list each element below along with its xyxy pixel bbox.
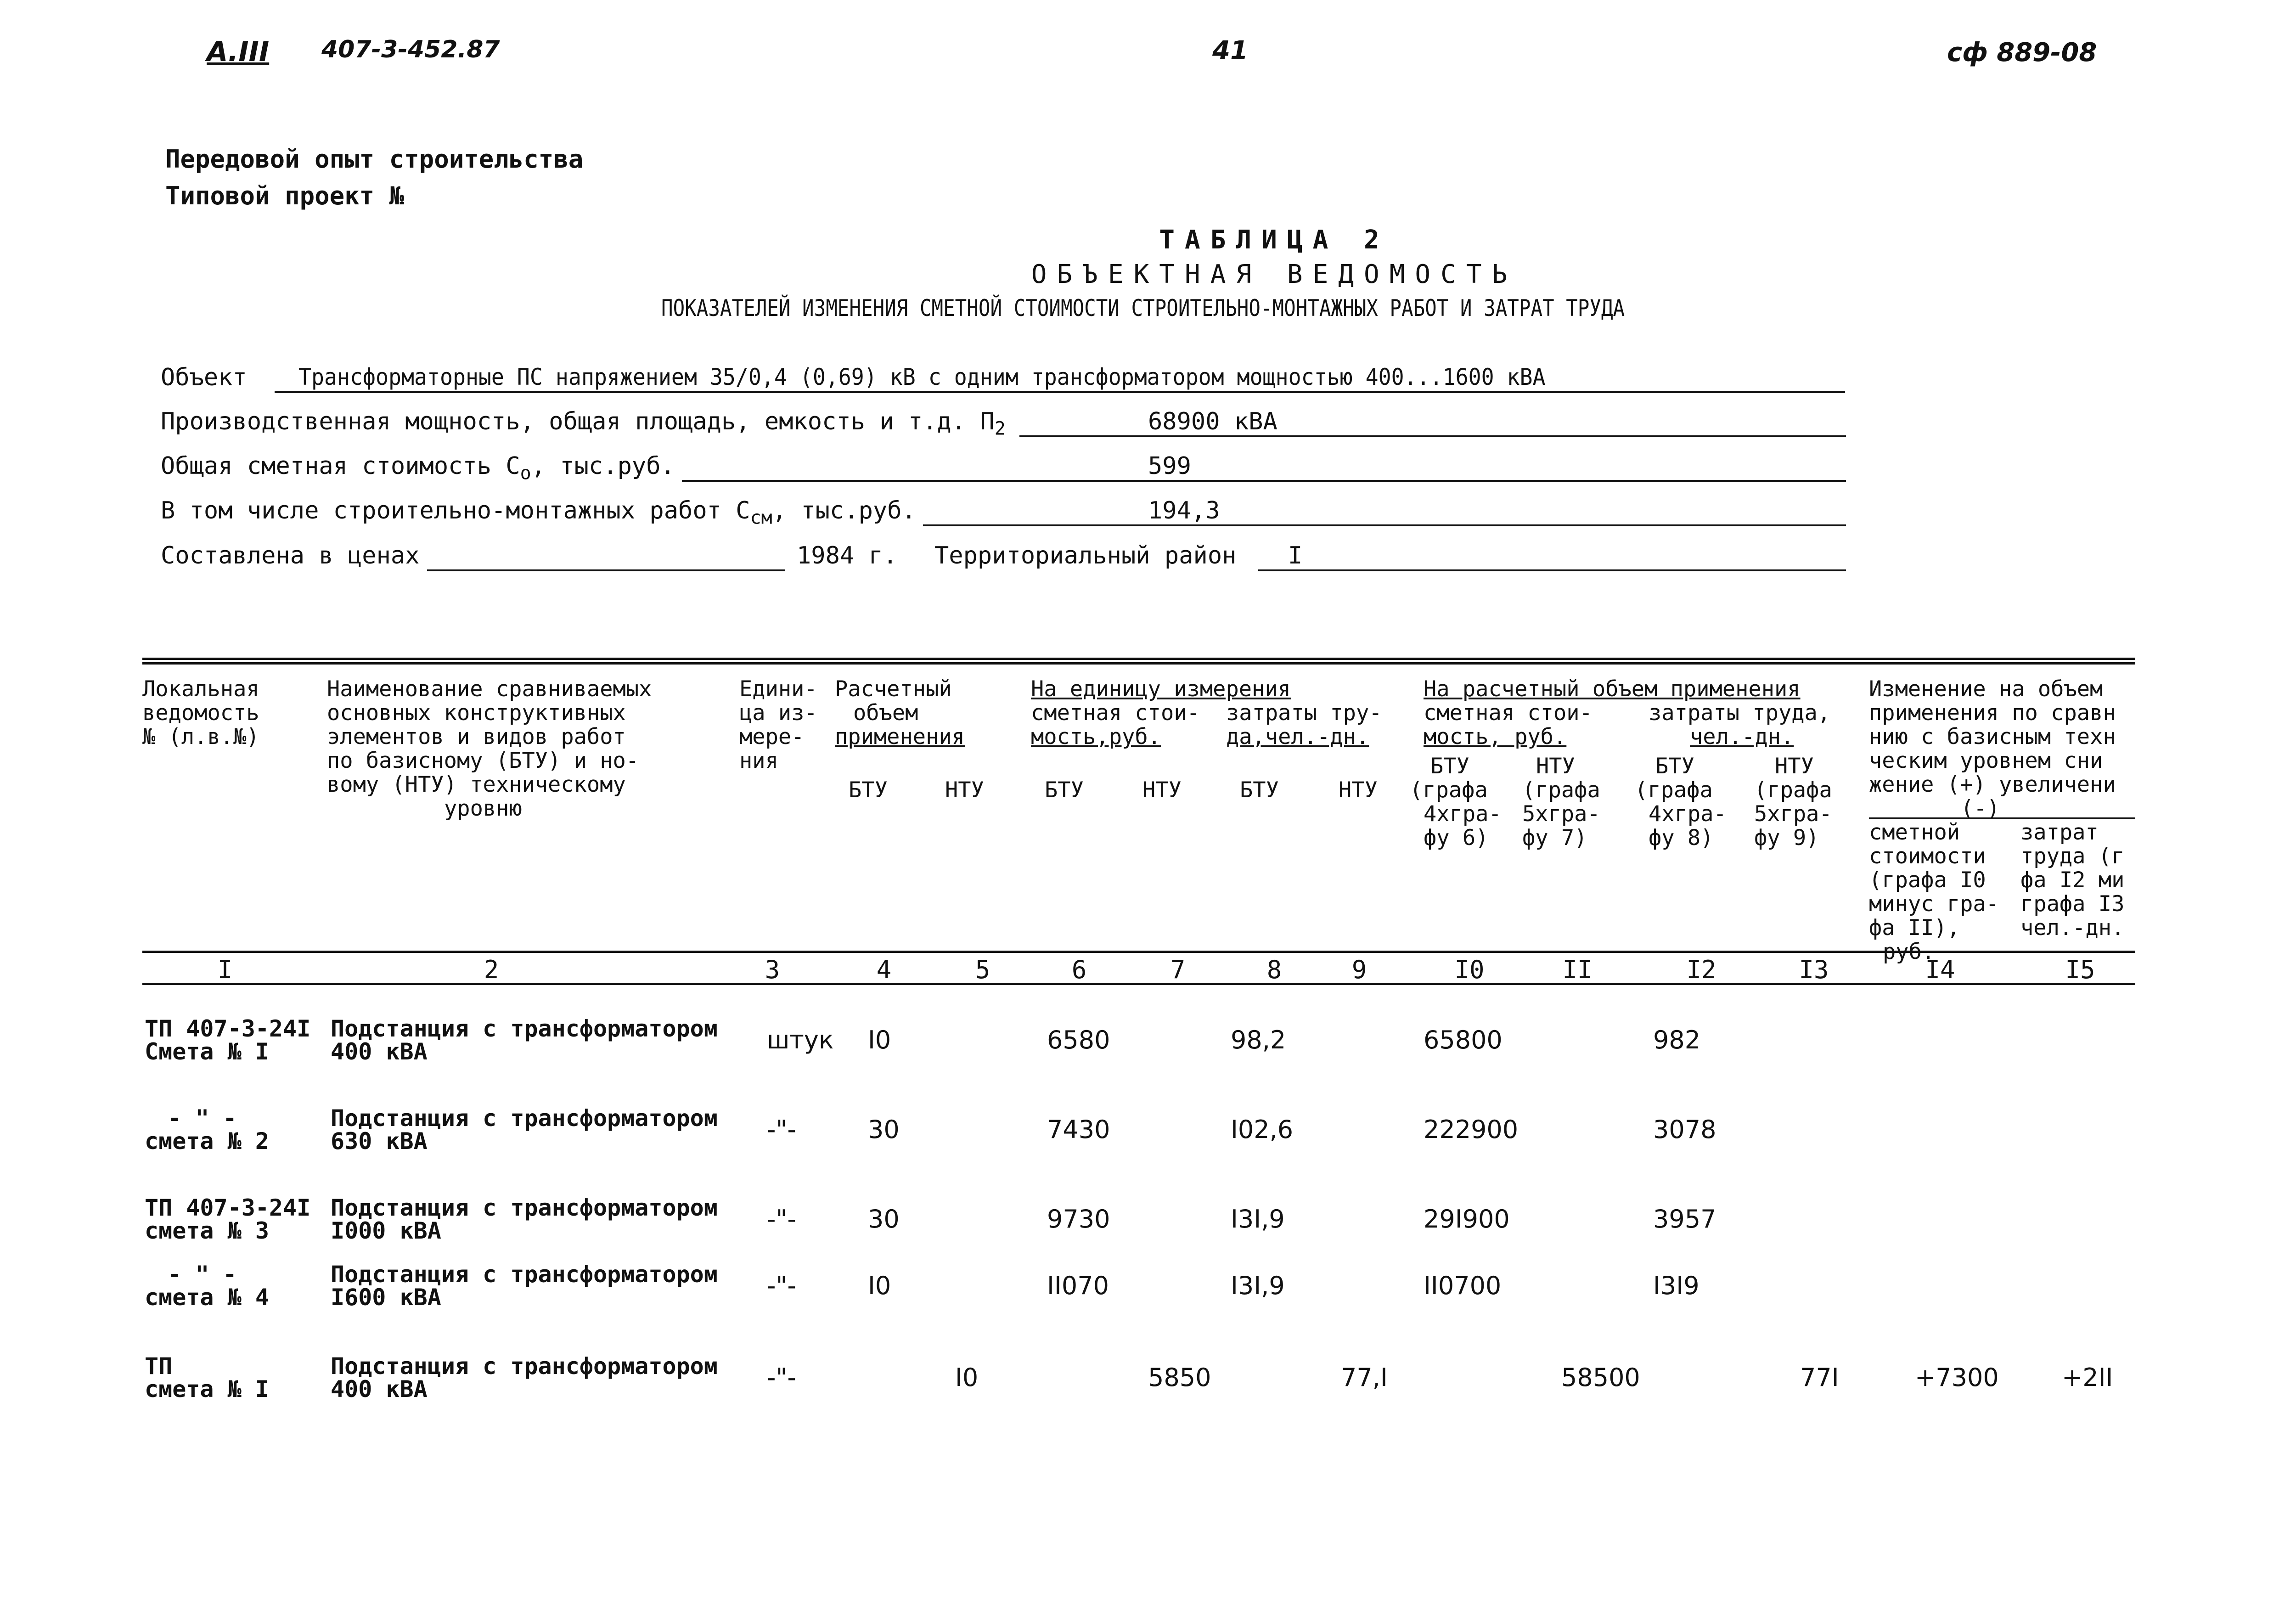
cell-labor-btu: I3I,9 [1231, 1271, 1285, 1300]
cell-labor-btu: I3I,9 [1231, 1205, 1285, 1234]
cell-delta-labor: +2II [2062, 1363, 2113, 1392]
cell-total-cost-btu: 29I900 [1424, 1205, 1510, 1234]
prices-underline [427, 569, 785, 571]
cell-total-labor-btu: I3I9 [1653, 1271, 1699, 1300]
header-col11: НТУ (графа 5хгра- фу 7) [1522, 754, 1600, 851]
table-top-rule [142, 658, 2135, 660]
org-line-1: Передовой опыт строительства [165, 145, 584, 174]
header-cost-ntu: НТУ [1142, 777, 1182, 803]
capacity-value: 68900 кВА [1148, 408, 1277, 435]
header-col15: затрат труда (г фа I2 ми графа I3 чел.-дн. [2020, 820, 2125, 941]
header-per-unit-cost: сметная стои- мость,руб. [1031, 700, 1200, 749]
header-per-volume-labor: затраты труда, чел.-дн. [1649, 700, 1831, 749]
region-underline [1258, 569, 1846, 571]
header-unit: Едини- ца из- мере- ния [739, 676, 817, 773]
cell-cost-btu: II070 [1047, 1271, 1109, 1300]
project-code: 407-3-452.87 [321, 36, 500, 63]
cell-vol-btu: I0 [868, 1025, 891, 1054]
row-estimate-ref: ТП 407-3-24I смета № 3 [145, 1194, 311, 1244]
header-col10: БТУ (графа 4хгра- фу 6) [1410, 754, 1502, 851]
cell-total-labor-btu: 982 [1653, 1025, 1701, 1054]
column-number: 8 [1266, 955, 1282, 984]
cell-cost-btu: 9730 [1047, 1205, 1110, 1234]
row-element-name: Подстанция с трансформатором 630 кВА [331, 1105, 718, 1155]
cell-unit: -"- [767, 1363, 796, 1392]
cell-unit: -"- [767, 1205, 796, 1234]
row-element-name: Подстанция с трансформатором 400 кВА [331, 1015, 718, 1065]
object-label: Объект [161, 364, 247, 391]
column-number: I3 [1799, 955, 1829, 984]
sheet-code: сф 889-08 [1947, 38, 2097, 68]
column-number: 4 [876, 955, 892, 984]
total-cost-value: 599 [1148, 452, 1191, 480]
cell-total-cost-ntu: 58500 [1561, 1363, 1640, 1392]
header-per-volume-cost: сметная стои- мость, руб. [1424, 700, 1593, 749]
cell-total-labor-ntu: 77I [1800, 1363, 1839, 1392]
header-element-name: Наименование сравниваемых основных конструктивных элементов и видов работ по базисному (БТУ) и но- вому (НТУ) техническому уровню [327, 676, 652, 821]
column-number: I [217, 955, 233, 984]
cell-unit: -"- [767, 1115, 796, 1144]
header-col13: НТУ (графа 5хгра- фу 9) [1754, 754, 1832, 851]
object-underline [275, 391, 1845, 393]
column-number: 6 [1071, 955, 1087, 984]
capacity-underline [1019, 435, 1846, 437]
header-change-block: Изменение на объем применения по сравн нию с базисным техн ческим уровнем сни жение (+) увеличени (-) сметной стоимости (графа I0 минус гра- фа II), руб. затрат труда (г фа I2 ми графа I3 чел.-дн. [1869, 676, 2125, 964]
cell-vol-ntu: I0 [955, 1363, 979, 1392]
header-col14: сметной стоимости (графа I0 минус гра- фа II), руб. [1869, 820, 1999, 964]
column-number: I0 [1454, 955, 1485, 984]
cell-total-cost-btu: 65800 [1424, 1025, 1503, 1054]
column-number: I4 [1925, 955, 1955, 984]
row-estimate-ref: ТП 407-3-24I Смета № I [145, 1015, 311, 1065]
table-label: ТАБЛИЦА 2 [1159, 225, 1390, 255]
cell-cost-btu: 6580 [1047, 1025, 1110, 1054]
header-vol-ntu: НТУ [945, 777, 984, 803]
row-element-name: Подстанция с трансформатором 400 кВА [331, 1353, 718, 1403]
page-number: 41 [1212, 36, 1248, 66]
column-number: I2 [1686, 955, 1716, 984]
header-calc-volume: Расчетный объем применения [835, 676, 965, 749]
row-estimate-ref: ТП смета № I [145, 1353, 269, 1403]
cell-total-labor-btu: 3957 [1653, 1205, 1716, 1234]
header-per-unit: На единицу измерения [1031, 676, 1291, 702]
sheet-label: А.III [207, 36, 270, 68]
prices-year: 1984 г. [797, 542, 898, 569]
row-element-name: Подстанция с трансформатором I000 кВА [331, 1194, 718, 1244]
cell-cost-btu: 7430 [1047, 1115, 1110, 1144]
cell-vol-btu: 30 [868, 1115, 900, 1144]
column-number: 3 [765, 955, 780, 984]
table-header-rule [142, 951, 2135, 953]
row-element-name: Подстанция с трансформатором I600 кВА [331, 1261, 718, 1311]
cell-unit: -"- [767, 1271, 796, 1300]
column-number: I5 [2065, 955, 2095, 984]
smr-value: 194,3 [1148, 497, 1220, 524]
header-per-unit-labor: затраты тру- да,чел.-дн. [1226, 700, 1382, 749]
region-value: I [1288, 542, 1303, 569]
document-subheading: ПОКАЗАТЕЛЕЙ ИЗМЕНЕНИЯ СМЕТНОЙ СТОИМОСТИ СТРОИТЕЛЬНО-МОНТАЖНЫХ РАБОТ И ЗАТРАТ ТРУДА [661, 295, 1625, 321]
cell-unit: штук [767, 1025, 834, 1054]
header-cost-btu: БТУ [1045, 777, 1084, 803]
cell-delta-cost: +7300 [1915, 1363, 1999, 1392]
column-number: 2 [484, 955, 499, 984]
region-label: Территориальный район [934, 542, 1237, 569]
cell-labor-ntu: 77,I [1341, 1363, 1388, 1392]
document-heading: ОБЪЕКТНАЯ ВЕДОМОСТЬ [1031, 259, 1518, 289]
cell-cost-ntu: 5850 [1148, 1363, 1211, 1392]
total-cost-label: Общая сметная стоимость $С_о$, тыс.руб. [161, 452, 675, 484]
header-labor-btu: БТУ [1240, 777, 1279, 803]
cell-total-cost-btu: 222900 [1424, 1115, 1519, 1144]
row-estimate-ref: - " - смета № 2 [145, 1105, 269, 1155]
column-number: 7 [1170, 955, 1186, 984]
header-vol-btu: БТУ [849, 777, 888, 803]
column-number: II [1562, 955, 1593, 984]
column-number: 9 [1351, 955, 1367, 984]
cell-labor-btu: I02,6 [1231, 1115, 1294, 1144]
column-number: 5 [975, 955, 990, 984]
cell-vol-btu: 30 [868, 1205, 900, 1234]
header-col12: БТУ (графа 4хгра- фу 8) [1635, 754, 1727, 851]
prices-label: Составлена в ценах [161, 542, 420, 569]
cell-total-labor-btu: 3078 [1653, 1115, 1716, 1144]
cell-labor-btu: 98,2 [1231, 1025, 1286, 1054]
row-estimate-ref: - " - смета № 4 [145, 1261, 269, 1311]
capacity-label: Производственная мощность, общая площадь, емкость и т.д. $П_2$ [161, 408, 1006, 439]
header-labor-ntu: НТУ [1339, 777, 1378, 803]
object-value: Трансформаторные ПС напряжением 35/0,4 (0,69) кВ с одним трансформатором мощностью 400...1600 кВА [298, 364, 1546, 390]
header-per-volume: На расчетный объем применения [1424, 676, 1801, 702]
header-local-estimate: Локальная ведомость № (л.в.№) [142, 676, 259, 749]
cell-vol-btu: I0 [868, 1271, 891, 1300]
smr-label: В том числе строительно-монтажных работ $С_{см}$, тыс.руб. [161, 497, 916, 529]
total-cost-underline [682, 480, 1846, 482]
table-top-rule-2 [142, 662, 2135, 665]
org-line-2: Типовой проект № [165, 181, 405, 210]
cell-total-cost-btu: II0700 [1424, 1271, 1502, 1300]
smr-underline [923, 524, 1846, 526]
